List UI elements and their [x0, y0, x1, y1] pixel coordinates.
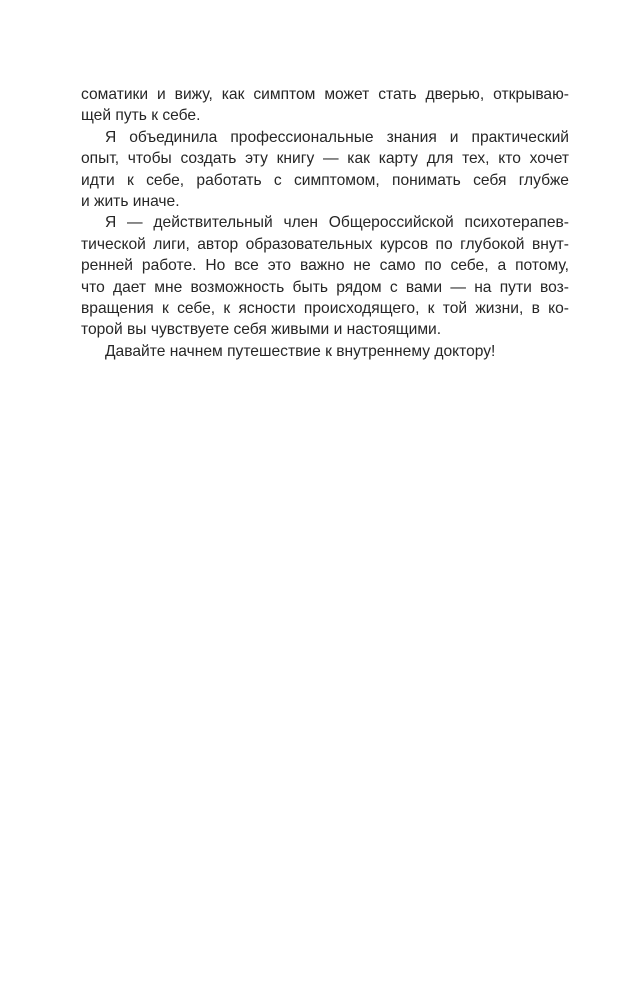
text-line: соматики и вижу, как симптом может стать дверью, открываю-: [81, 86, 569, 103]
text-line: ренней работе. Но все это важно не само по себе, а потому,: [81, 257, 569, 275]
text-line: тической лиги, автор образовательных курсов по глубокой внут-: [81, 235, 569, 253]
text-line: опыт, чтобы создать эту книгу — как карту для тех, кто хочет: [81, 150, 569, 168]
text-line: и жить иначе.: [81, 192, 180, 210]
text-line: вращения к себе, к ясности происходящего, к той жизни, в ко-: [81, 299, 569, 317]
text-line: Я объединила профессиональные знания и практический: [105, 128, 569, 146]
text-line: Давайте начнем путешествие к внутреннему доктору!: [105, 342, 496, 360]
text-line: Я — действительный член Общероссийской психотерапев-: [105, 214, 569, 232]
text-line: что дает мне возможность быть рядом с вами — на пути воз-: [81, 278, 569, 296]
text-line: идти к себе, работать с симптомом, понимать себя глубже: [81, 171, 569, 189]
text-line: щей путь к себе.: [81, 107, 201, 125]
body-text: [81, 84, 569, 362]
text-line: торой вы чувствуете себя живыми и настоящими.: [81, 321, 442, 339]
